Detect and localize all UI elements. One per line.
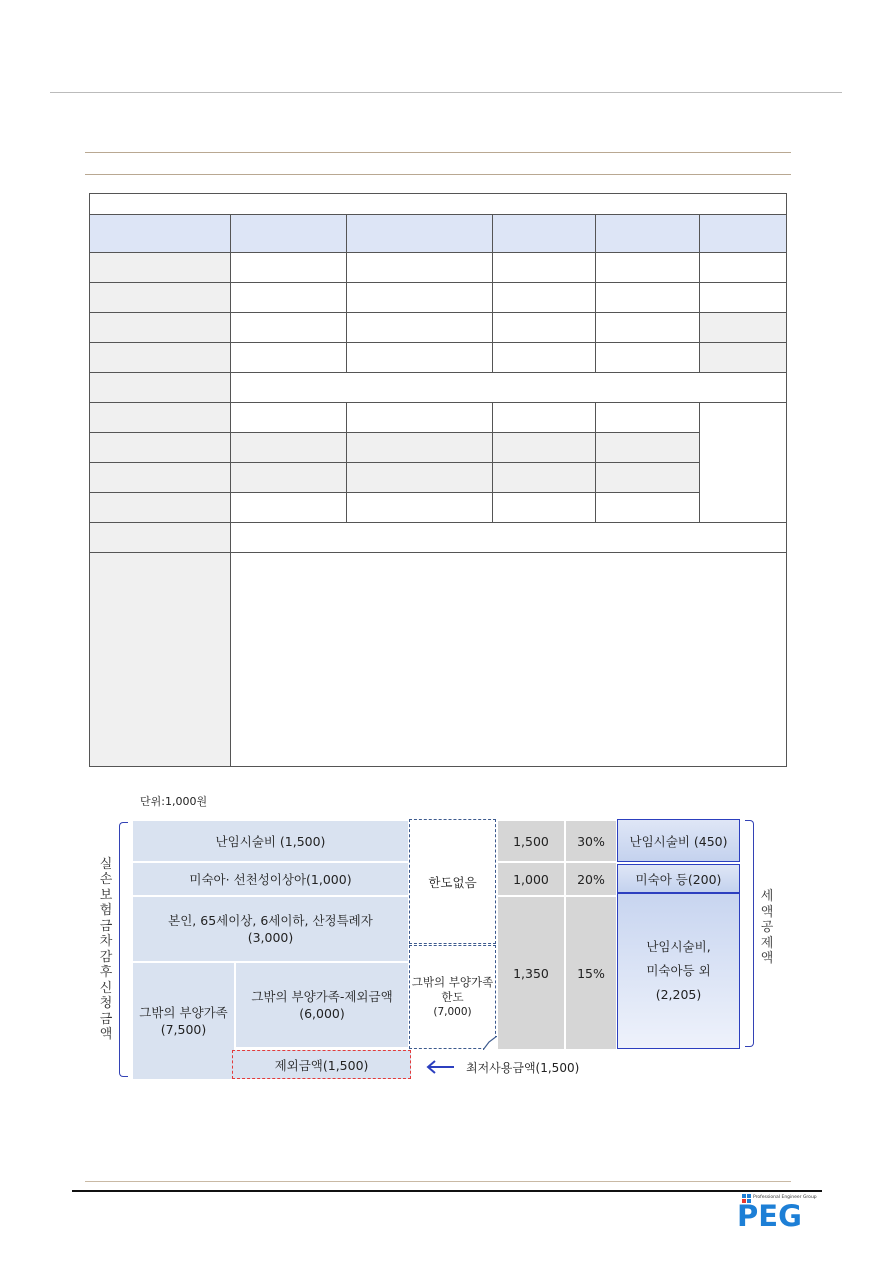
credit-total-line1: 난임시술비, [646,939,711,954]
rate-1: 30% [566,821,616,861]
base-amount-1: 1,500 [498,821,564,861]
footer-rule-thick [72,1190,822,1192]
right-bracket-label-text: 세 액 공 제 액 [760,889,774,967]
base-amount-3: 1,350 [498,897,564,1049]
table-row [90,553,787,767]
table-row [90,463,787,493]
other-dependents-block [133,963,234,1079]
peg-logo-text: PEG [737,1199,802,1233]
table-row [90,433,787,463]
footer-rule-thin [85,1181,791,1182]
left-arrow-icon [426,1060,456,1074]
other-minus-excluded-amount: (6,000) [299,1006,345,1021]
credit-total-line2: 미숙아등 외 [646,963,711,978]
peg-logo-subtext: Professional Engineer Group [753,1195,817,1200]
left-bracket [119,822,128,1077]
other-limit-line2: 한도 [441,989,464,1004]
self-elderly-amount: (3,000) [247,930,294,945]
table-row [90,373,787,403]
left-bracket-label [97,822,115,1077]
table-header-row [90,215,787,253]
self-elderly-block [133,897,408,961]
credit-total [617,893,740,1049]
table-row [90,343,787,373]
peg-logo [737,1194,817,1234]
folded-corner-icon [483,1036,497,1050]
unit-label: 단위:1,000원 [140,795,208,808]
base-amount-2: 1,000 [498,863,564,895]
credit-infertility: 난임시술비 (450) [617,819,740,862]
infertility-block: 난임시술비 (1,500) [133,821,408,861]
other-limit-line1: 그밖의 부양가족 [411,974,494,989]
excluded-amount-block: 제외금액(1,500) [232,1050,411,1079]
other-limit-box [409,945,496,1049]
other-minus-excluded-block [236,963,408,1047]
credit-total-amount: (2,205) [655,987,702,1002]
left-bracket-label-text: 실 손 보 험 금 차 감 후 신 청 금 액 [99,856,113,1042]
right-bracket-label [758,868,776,988]
table-row [90,523,787,553]
deduction-table [89,193,787,767]
section-rule-bottom [85,174,791,175]
premature-block: 미숙아· 선천성이상아(1,000) [133,863,408,895]
table-caption-row [90,194,787,215]
section-rule-top [85,152,791,153]
rate-3: 15% [566,897,616,1049]
other-dependents-amount: (7,500) [160,1022,207,1037]
no-limit-box: 한도없음 [409,819,496,944]
table-row [90,313,787,343]
table-row [90,403,787,433]
other-dependents-label: 그밖의 부양가족 [139,1005,228,1020]
table-row [90,493,787,523]
other-limit-amount: (7,000) [433,1005,472,1018]
credit-premature: 미숙아 등(200) [617,864,740,893]
rate-2: 20% [566,863,616,895]
header-rule [50,92,842,93]
table-row [90,283,787,313]
min-spend-label: 최저사용금액(1,500) [466,1061,580,1075]
self-elderly-label: 본인, 65세이상, 6세이하, 산정특례자 [168,913,373,928]
right-bracket [745,820,754,1047]
table-row [90,253,787,283]
other-minus-excluded-label: 그밖의 부양가족-제외금액 [251,989,393,1004]
